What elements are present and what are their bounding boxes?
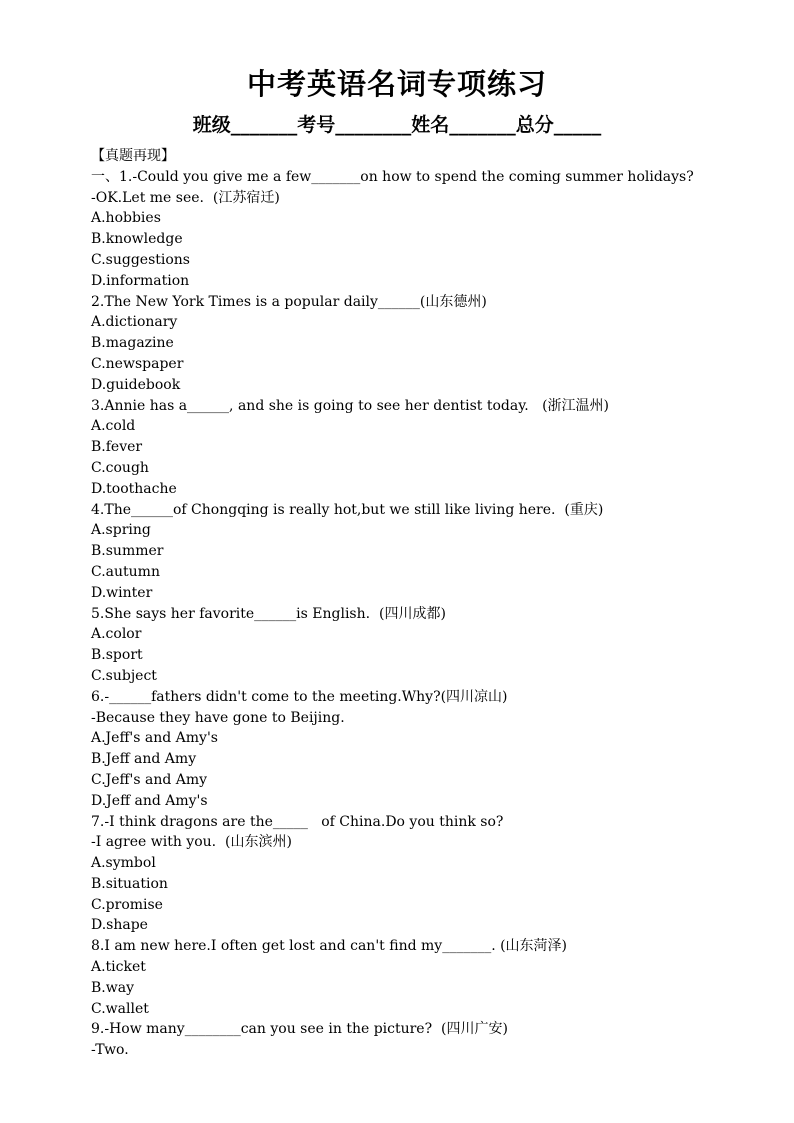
question-3-option-c: C.cough bbox=[91, 459, 149, 476]
question-6-stem: 6.-______fathers didn't come to the meeting.Why?(四川凉山) bbox=[91, 688, 508, 705]
question-8-option-a: A.ticket bbox=[91, 959, 146, 976]
question-1-option-c: C.suggestions bbox=[91, 251, 190, 268]
question-7-reply: -I agree with you. (山东滨州) bbox=[91, 834, 292, 851]
question-5-option-b: B.sport bbox=[91, 647, 143, 664]
question-4-option-a: A.spring bbox=[91, 522, 151, 539]
question-9-reply: -Two. bbox=[91, 1042, 129, 1059]
question-4-option-d: D.winter bbox=[91, 584, 153, 601]
question-6-option-a: A.Jeff's and Amy's bbox=[91, 730, 218, 747]
page-title: 中考英语名词专项练习 bbox=[246, 67, 547, 101]
question-5-option-a: A.color bbox=[91, 626, 142, 643]
question-6-reply: -Because they have gone to Beijing. bbox=[91, 709, 345, 726]
question-1-option-a: A.hobbies bbox=[91, 210, 161, 227]
question-4-option-c: C.autumn bbox=[91, 563, 160, 580]
question-6-option-c: C.Jeff's and Amy bbox=[91, 771, 208, 788]
question-1-stem: 一、1.-Could you give me a few_______on how to spend the coming summer holidays? bbox=[91, 168, 694, 185]
question-9-stem: 9.-How many________can you see in the picture? (四川广安) bbox=[91, 1021, 508, 1038]
question-3-option-b: B.fever bbox=[91, 439, 143, 456]
question-5-stem: 5.She says her favorite______is English. (四川成都) bbox=[91, 605, 446, 622]
question-7-option-a: A.symbol bbox=[91, 855, 156, 872]
question-3-option-a: A.cold bbox=[91, 418, 136, 435]
question-4-option-b: B.summer bbox=[91, 543, 164, 560]
exercise-content bbox=[91, 146, 771, 1061]
question-2-option-b: B.magazine bbox=[91, 335, 174, 352]
question-8-option-c: C.wallet bbox=[91, 1000, 149, 1017]
question-8-stem: 8.I am new here.I often get lost and can't find my_______. (山东菏泽) bbox=[91, 938, 568, 955]
question-7-option-b: B.situation bbox=[91, 875, 168, 892]
question-7-stem: 7.-I think dragons are the_____ of China.Do you think so? bbox=[91, 813, 504, 830]
question-1-reply: -OK.Let me see. (江苏宿迁) bbox=[91, 189, 280, 206]
question-3-option-d: D.toothache bbox=[91, 480, 177, 497]
question-6-option-b: B.Jeff and Amy bbox=[91, 751, 197, 768]
question-7-option-c: C.promise bbox=[91, 896, 163, 913]
question-1-option-d: D.information bbox=[91, 272, 190, 289]
question-2-option-d: D.guidebook bbox=[91, 376, 181, 393]
question-2-option-a: A.dictionary bbox=[91, 314, 178, 331]
question-1-option-b: B.knowledge bbox=[91, 231, 183, 248]
question-4-stem: 4.The______of Chongqing is really hot,but we still like living here. (重庆) bbox=[91, 501, 604, 518]
question-2-option-c: C.newspaper bbox=[91, 355, 184, 372]
question-6-option-d: D.Jeff and Amy's bbox=[91, 792, 208, 809]
question-2-stem: 2.The New York Times is a popular daily______(山东德州) bbox=[91, 293, 487, 310]
student-info-line: 班级_______考号________姓名_______总分_____ bbox=[192, 114, 602, 136]
question-7-option-d: D.shape bbox=[91, 917, 148, 934]
question-8-option-b: B.way bbox=[91, 979, 134, 996]
question-5-option-c: C.subject bbox=[91, 667, 157, 684]
section-header: 【真题再现】 bbox=[91, 148, 175, 164]
question-3-stem: 3.Annie has a______, and she is going to see her dentist today. (浙江温州) bbox=[91, 397, 609, 414]
